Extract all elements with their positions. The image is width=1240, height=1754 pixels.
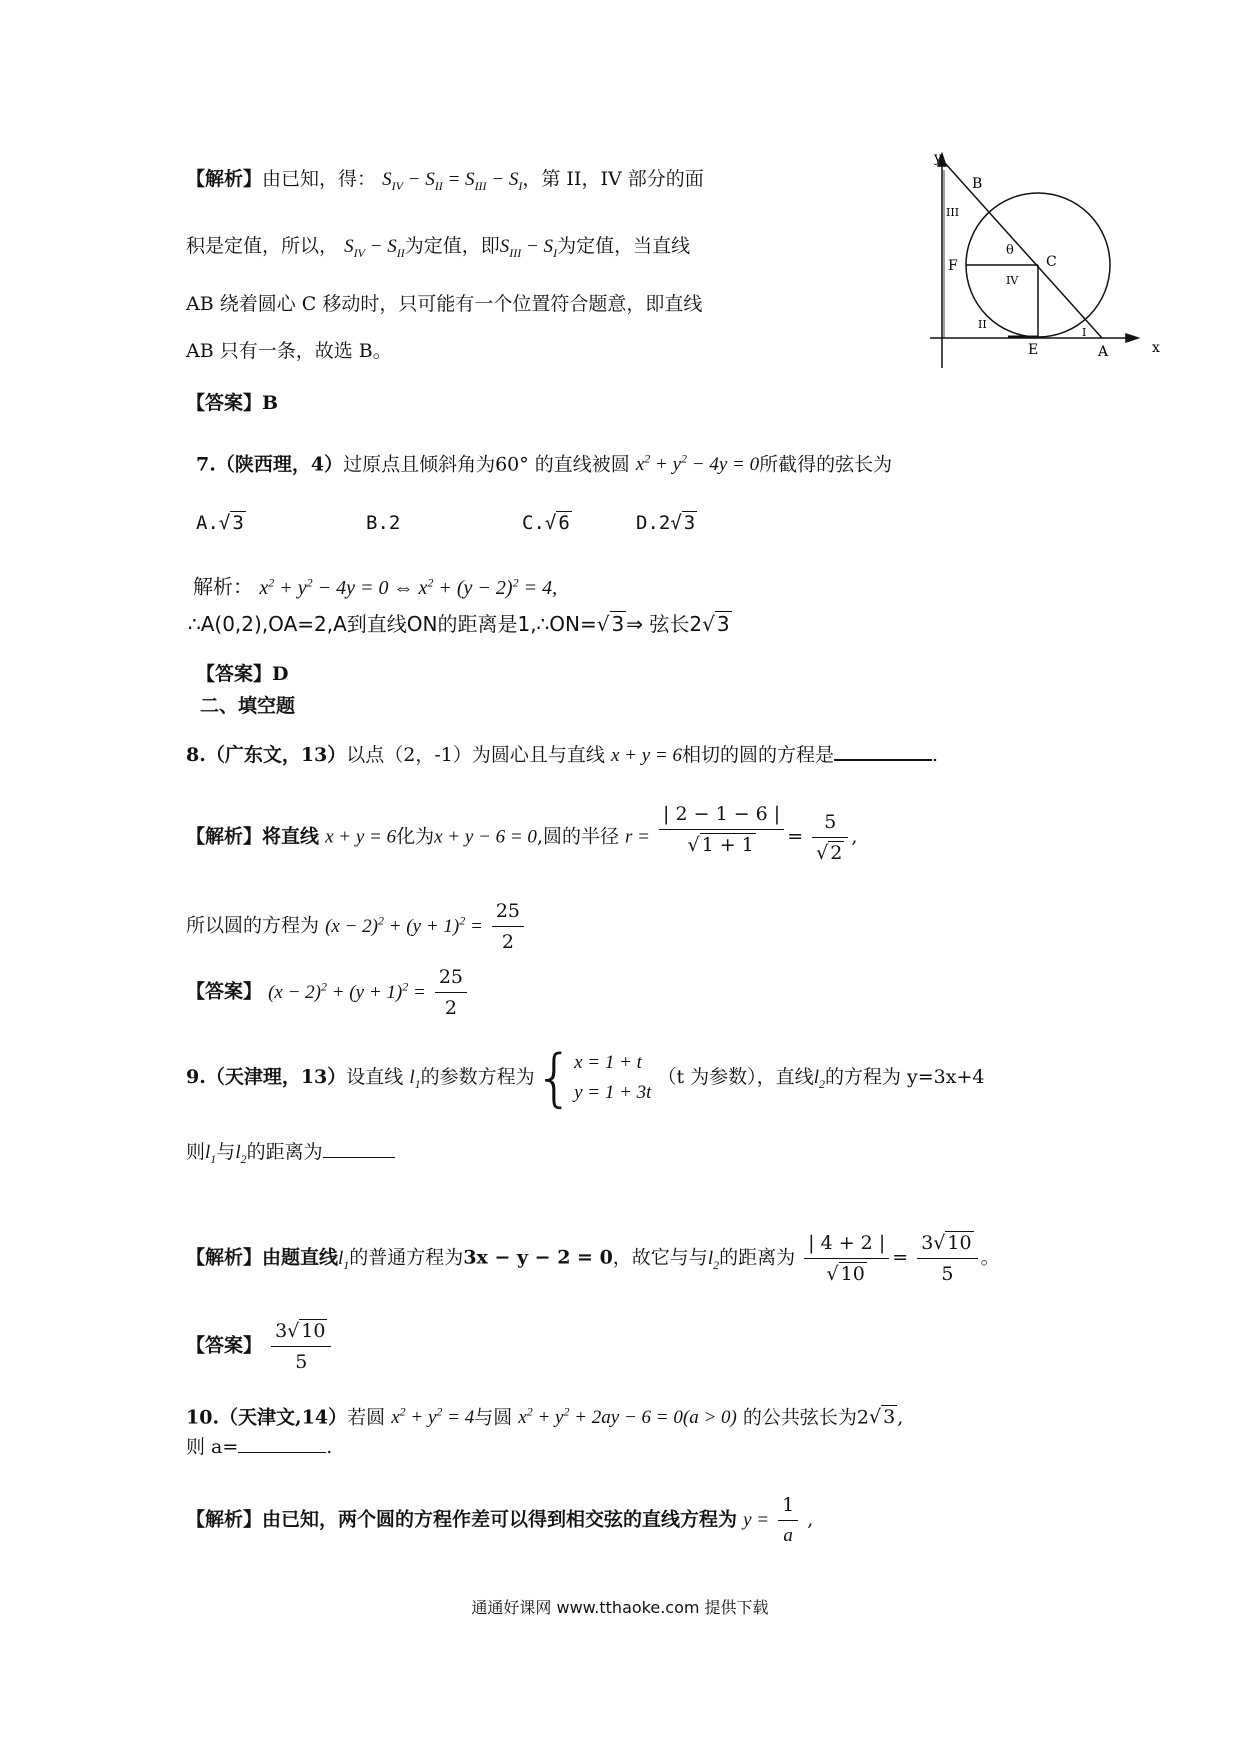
radius-fraction: $\frac{| 2 - 1 - 6 |}{√ 1 + 1}$ [659, 799, 784, 860]
p6-line1 [186, 165, 704, 200]
q7-answer: 【答案】D [196, 663, 289, 685]
label-theta: θ [1006, 243, 1014, 258]
analysis-tag: 【解析】 [186, 168, 263, 190]
label-x: x [1152, 340, 1160, 356]
q10-answer-blank [238, 1434, 326, 1453]
q9-analysis: 【解析】由题直线$l_1$的普通方程为3x − y − 2 = 0，故它与与$l_2$的距离为 $\frac{| 4 + 2 |}{√ 10}$ = $\frac{3√ 10}{5}$ 。 [186, 1228, 1000, 1289]
q7-analysis-2: ∴A(0,2),OA=2,A到直线ON的距离是1,∴ON=√ 3 ⇒ 弦长2√ 3 [188, 612, 730, 636]
q8-solution: 所以圆的方程为 $(x - 2)^2 + (y + 1)^2$ = $\frac{25}{2}$ [186, 896, 527, 957]
q10-analysis: 【解析】由已知，两个圆的方程作差可以得到相交弦的直线方程为 y = $\frac{1}{a}$ , [186, 1490, 813, 1551]
label-c: C [1046, 254, 1057, 270]
x-arrow-icon [1126, 334, 1138, 342]
q7-text: 过原点且倾斜角为60° 的直线被圆 [343, 453, 630, 476]
p6-line4: AB 只有一条，故选 B。 [186, 340, 392, 362]
p6-line2 [186, 232, 690, 267]
label-region-ii: II [978, 318, 987, 331]
label-b: B [972, 176, 983, 192]
p6-answer: 【答案】B [186, 392, 279, 414]
label-a: A [1098, 344, 1109, 360]
q9-line: 9.（天津理，13）设直线 $l_1$的参数方程为{x = 1 + t y = 1 + 3t （t 为参数），直线$l_2$的方程为 y=3x+4 [186, 1041, 985, 1114]
q9-head: 9.（天津理，13） [186, 1066, 347, 1088]
label-region-iv: IV [1006, 274, 1019, 287]
q7-option-b: B.2 [366, 512, 401, 534]
p6-text: 为定值，即 [404, 235, 500, 257]
q7-option-c: C.√ 6 [522, 512, 570, 534]
q10-line: 10.（天津文,14）若圆 $x^2 + y^2 = 4$与圆 $x^2 + y^2 + 2ay - 6 = 0(a > 0)$ 的公共弦长为2√ 3 , [186, 1405, 904, 1429]
p6-text: 积是定值，所以， [186, 235, 339, 257]
brace-icon: { [534, 1041, 575, 1114]
p6-text: 为定值，当直线 [557, 235, 691, 257]
q8-line: 8.（广东文，13）以点（2，-1）为圆心且与直线 x + y = 6相切的圆的方程是 . [186, 741, 938, 770]
q7-analysis-1: 解析： $x^2 + y^2 - 4y = 0$ ⇔ $x^2 + (y - 2)^2 = 4$, [193, 574, 558, 599]
label-region-iii: III [946, 206, 960, 219]
p6-text: ，第 II，IV 部分的面 [522, 168, 704, 190]
q8-analysis: 【解析】将直线 x + y = 6化为x + y − 6 = 0,圆的半径 r = $\frac{| 2 - 1 - 6 |}{√ 1 + 1}$ = $\frac{5}{√ 2}$ , [186, 807, 857, 868]
q8-answer-blank [834, 741, 932, 761]
q8-text: 相切的圆的方程是 [681, 744, 834, 766]
section-title: 二、填空题 [200, 695, 296, 717]
p6-line3: AB 绕着圆心 C 移动时，只可能有一个位置符合题意，即直线 [186, 293, 703, 315]
label-e: E [1028, 342, 1039, 358]
q8-answer: 【答案】 $(x - 2)^2 + (y + 1)^2$ = $\frac{25}{2}$ [186, 962, 470, 1023]
q7-head: 7.（陕西理，4） [196, 453, 344, 476]
label-f: F [948, 258, 958, 274]
q10-head: 10.（天津文,14） [186, 1406, 348, 1429]
label-region-i: I [1082, 326, 1087, 339]
p6-text: 由已知，得： [262, 168, 377, 190]
circle-diagram [930, 150, 1200, 380]
q7-line [196, 445, 892, 479]
q9-answer-blank [323, 1139, 395, 1158]
q9-line2: 则$l_1$与$l_2$的距离为 [186, 1138, 395, 1173]
label-y: y [934, 150, 942, 166]
parametric-system: x = 1 + t y = 1 + 3t [574, 1052, 652, 1103]
area-diff-2: $S_{III} - S_I$ [499, 236, 558, 260]
q8-head: 8.（广东文，13） [186, 744, 347, 766]
q10-line2: 则 a= . [186, 1436, 333, 1458]
q7-option-a: A.√ 3 [196, 512, 244, 534]
area-equation: $S_{IV} - S_{II} = S_{III} - S_I$ [382, 169, 523, 193]
q7-option-d: D.2√ 3 [636, 512, 696, 534]
q7-text: 所截得的弦长为 [759, 453, 893, 476]
q8-text: 以点（2，-1）为圆心且与直线 [346, 744, 605, 766]
page-footer: 通通好课网 www.tthaoke.com 提供下载 [471, 1598, 769, 1617]
q7-circle-eq: $x^2 + y^2 - 4y = 0$ [635, 452, 760, 476]
area-diff-1: $S_{IV} - S_{II}$ [344, 236, 405, 260]
q9-answer: 【答案】 $\frac{3√ 10}{5}$ [186, 1316, 334, 1377]
